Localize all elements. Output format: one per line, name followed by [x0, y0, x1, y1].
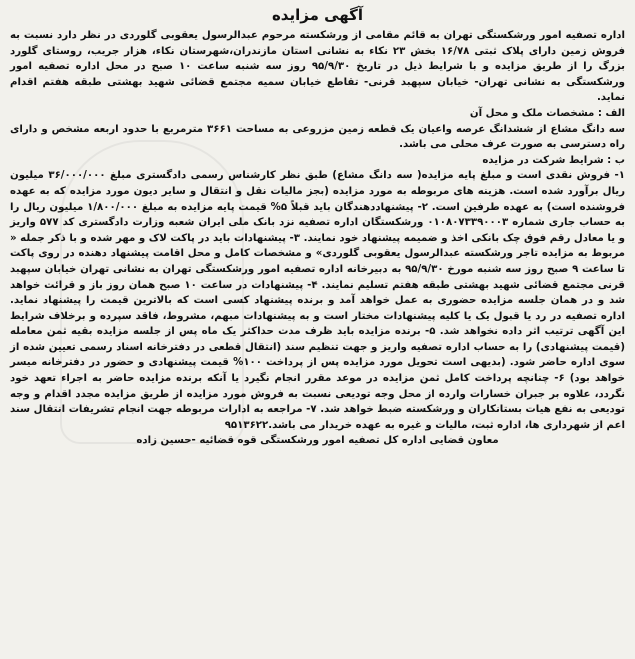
- page-title: آگهی مزایده: [271, 6, 364, 24]
- intro-paragraph: اداره تصفیه امور ورشکستگی تهران به قائم مقامی از ورشکسته مرحوم عبدالرسول یعقوبی گلوردی در نظر دارد نسبت به فروش زمین دارای پلاک ثبتی ۱۶/۷۸ بخش ۲۳ نکاء به نشانی استان مازندران،شهرستان نکاء، هزار جریب، روستای گلورد بزرگ را از طریق مزایده و با شرایط ذیل در تاریخ ۹۵/۹/۳۰ روز سه شنبه ساعت ۱۰ صبح در محل اداره تصفیه امور ورشکستگی به نشانی تهران- خیابان سپهبد قرنی- تقاطع خیابان سمیه مجتمع قضائی شهید بهشتی طبقه هفتم اقدام نماید.: [10, 30, 625, 104]
- notice-body: [10, 28, 625, 449]
- section-a-text: سه دانگ مشاع از ششدانگ عرصه واعیان یک قطعه زمین مزروعی به مساحت ۳۶۶۱ مترمربع با حدود اربعه مشخص و دارای راه دسترسی به صورت عرف محلی می باشد.: [10, 123, 625, 151]
- section-b-text: ۱- فروش نقدی است و مبلغ پایه مزایده( سه دانگ مشاع) طبق نظر کارشناس رسمی دادگستری مبلغ ۳۶/۰۰۰/۰۰۰ میلیون ریال برآورد شده است. هزینه های مربوطه به مورد مزایده (بجز مالیات نقل و انتقال و سایر دیون مورد مزایده که به عهده فروشنده است) به عهده طرفین است. ۲- پیشنهاددهندگان باید قبلاً ۵% قیمت پایه مزایده به مبلغ ۱/۸۰۰/۰۰۰ میلیون ریال را به حساب جاری شماره ۰۱۰۸۰۷۳۳۹۰۰۰۳ ورشکستگان اداره تصفیه نزد بانک ملی ایران شعبه وزارت دادگستری کد ۵۷۷ واریز و یا معادل رقم فوق چک بانکی اخذ و ضمیمه پیشنهاد خود نمایند. ۳- پیشنهادات باید در پاکت لاک و مهر شده و با ذکر جمله « مربوط به مزایده تاجر ورشکسته عبدالرسول یعقوبی گلوردی» و مشخصات کامل و محل اقامت پیشنهاد دهنده در روی پاکت تا ساعت ۹ صبح روز سه شنبه مورخ ۹۵/۹/۳۰ به دبیرخانه اداره تصفیه امور ورشکستگی تهران به نشانی تهران خیابان سپهبد قرنی مجتمع قضائی شهید بهشتی طبقه هفتم تسلیم نمایند. ۴- پیشنهادات در ساعت ۱۰ صبح همان روز باز و قرائت خواهد شد و در همان جلسه مزایده حضوری به عمل خواهد آمد و برنده پیشنهاد کسی است که بالاترین قیمت را پیشنهاد نماید. اداره تصفیه در رد یا قبول یک یا کلیه پیشنهادات مختار است و به پیشنهادات مبهم، مشروط، فاقد سپرده و برخلاف شرایط این آگهی ترتیب اثر داده نخواهد شد. ۵- برنده مزایده باید ظرف مدت حداکثر یک ماه پس از جلسه مزایده بقیه ثمن معامله (قیمت پیشنهادی) را به حساب اداره تصفیه واریز و جهت تنظیم سند (انتقال قطعی در دفترخانه اسناد رسمی تعیین شده از سوی اداره حاضر شود. (بدیهی است تحویل مورد مزایده پس از پرداخت ۱۰۰% قیمت پیشنهادی و حضور در دفترخانه میسر خواهد بود) ۶- چنانچه پرداخت کامل ثمن مزایده در موعد مقرر انجام نگیرد یا آنکه برنده مزایده حاضر به اجراء تعهد خود نگردد، علاوه بر جبران خسارات وارده از محل وجه تودیعی نسبت به فروش مورد مزایده از طریق مزایده مجدد اقدام و وجه تودیعی به نفع هیات بستانکاران و ورشکسته ضبط خواهد شد. ۷- مراجعه به ادارات مربوطه جهت انجام تشریفات انتقال سند اعم از شهرداری ها، اداره ثبت، مالیات و غیره به عهده خریدار می باشد.۹۵۱۳۶۲۲: [10, 170, 626, 431]
- section-a-heading: الف : مشخصات ملک و محل آن: [469, 107, 625, 119]
- signature-line: معاون قضایی اداره کل تصفیه امور ورشکستگی قوه قضائیه -حسین زاده: [136, 435, 499, 447]
- section-b-heading: ب : شرایط شرکت در مزایده: [482, 154, 625, 166]
